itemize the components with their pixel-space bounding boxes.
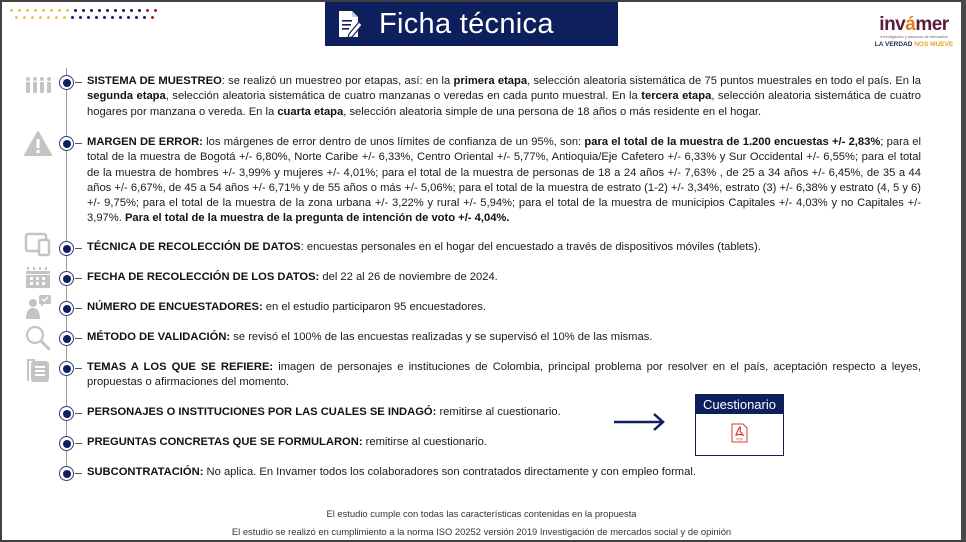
slide [2, 2, 961, 540]
timeline-bullet [59, 466, 74, 481]
item-text: MÉTODO DE VALIDACIÓN: se revisó el 100% de las encuestas realizadas y se supervisó el 10% de las mismas. [87, 331, 653, 343]
decorative-dots [10, 9, 157, 23]
item-text: NÚMERO DE ENCUESTADORES: en el estudio participaron 95 encuestadores. [87, 301, 486, 313]
questionnaire-label: Cuestionario [696, 395, 783, 414]
devices-icon [24, 230, 52, 258]
search-icon [24, 324, 52, 352]
timeline-bullet [59, 136, 74, 151]
title-bar [325, 2, 618, 46]
questionnaire-link[interactable] [695, 394, 784, 456]
footer-line-2: El estudio se realizó en cumplimiento a la norma ISO 20252 versión 2019 Investigación de mercados social y de opinión [231, 526, 732, 537]
item-text: TÉCNICA DE RECOLECCIÓN DE DATOS: encuestas personales en el hogar del encuestado a través de dispositivos móviles (tablets). [87, 241, 761, 253]
item-fecha-recoleccion [58, 270, 928, 285]
item-personajes [58, 405, 928, 420]
item-tecnica-recoleccion [58, 240, 928, 255]
logo-tagline: LA VERDAD NOS MUEVE [874, 41, 954, 48]
timeline-bullet [59, 271, 74, 286]
item-subcontratacion [58, 465, 928, 480]
document-edit-icon [337, 9, 363, 39]
timeline-bullet [59, 331, 74, 346]
item-text: PREGUNTAS CONCRETAS QUE SE FORMULARON: remitirse al cuestionario. [87, 436, 487, 448]
invamer-logo [874, 16, 954, 49]
timeline-bullet [59, 75, 74, 90]
arrow-right-icon [614, 412, 666, 432]
item-text: FECHA DE RECOLECCIÓN DE LOS DATOS: del 22 al 26 de noviembre de 2024. [87, 271, 498, 283]
item-text: TEMAS A LOS QUE SE REFIERE: imagen de personajes e instituciones de Colombia, principal problema por resolver en el país, aceptación respecto a leyes, propuestas o afirmaciones del momento. [87, 361, 921, 389]
people-icon [24, 72, 52, 100]
timeline-bullet [59, 241, 74, 256]
item-sistema-muestreo [58, 74, 928, 120]
calendar-icon [24, 263, 52, 291]
item-preguntas [58, 435, 928, 450]
timeline-bullet [59, 436, 74, 451]
item-margen-error [58, 135, 928, 227]
documents-icon [24, 355, 52, 383]
pdf-icon[interactable] [731, 423, 748, 443]
item-text: SUBCONTRATACIÓN: No aplica. En Invamer todos los colaboradores son contratados directamente y con empleo formal. [87, 466, 696, 478]
timeline-bullet [59, 406, 74, 421]
item-metodo-validacion [58, 330, 928, 345]
logo-wordmark: invámer [879, 14, 949, 35]
item-text: PERSONAJES O INSTITUCIONES POR LAS CUALES SE INDAGÓ: remitirse al cuestionario. [87, 406, 561, 418]
item-temas [58, 360, 928, 391]
item-text: SISTEMA DE MUESTREO: se realizó un muestreo por etapas, así: en la primera etapa, selección aleatoria sistemática de 75 puntos muestrales en todo el país. En la segunda etapa, selección aleatoria sistemática de cuatro manzanas o veredas en cada punto muestral. En la tercera etapa, selección aleatoria sistemática de cuatro hogares por manzana o vereda. En la cuarta etapa, selección aleatoria simple de una persona de 18 años o más residente en el hogar. [87, 75, 922, 118]
page-title: Ficha técnica [379, 7, 554, 40]
window-edge [961, 0, 966, 542]
timeline-bullet [59, 301, 74, 316]
warning-icon [24, 130, 52, 158]
svg-text:PDF: PDF [736, 437, 743, 442]
item-numero-encuestadores [58, 300, 928, 315]
item-text: MARGEN DE ERROR: los márgenes de error dentro de unos límites de confianza de un 95%, son: para el total de la muestra de 1.200 encuestas +/- 2,83%; para el total de la muestra de Bogotá +/- 6,80%, Norte Caribe +/- 6,33%, Centro Oriental +/- 5,77%, Antioquia/Eje Cafetero +/- 6,33% y Sur Occidental +/- 6,55%; para el total de la muestra de hombres +/- 3,99% y mujeres +/- 4,01%; para el total de la muestra de personas de 18 a 24 años +/- 7,63% , de 25 a 34 años +/- 6,45%, de 35 a 44 años +/- 6,67%, de 45 a 54 años +/- 6,71% y de 55 años o más +/- 5,06%; para el total de la muestra de estrato (1-2) +/- 3,34%, estrato (3) +/- 6,38% y estrato (4, 5 y 6) +/- 9,75%; para el total de la muestra de la zona urbana +/- 3,22% y rural +/- 5,94%; para el total de la muestra de municipios Capitales +/- 4,03% y no Capitales +/- 3,97%. Para el total de la muestra de la pregunta de intención de voto +/- 4,04%. [87, 136, 922, 225]
timeline-bullet [59, 361, 74, 376]
logo-subtitle: investigación y asesoría de mercados [880, 34, 948, 39]
footer-line-1: El estudio cumple con todas las características contenidas en la propuesta [326, 508, 637, 519]
interviewer-icon [24, 293, 52, 321]
